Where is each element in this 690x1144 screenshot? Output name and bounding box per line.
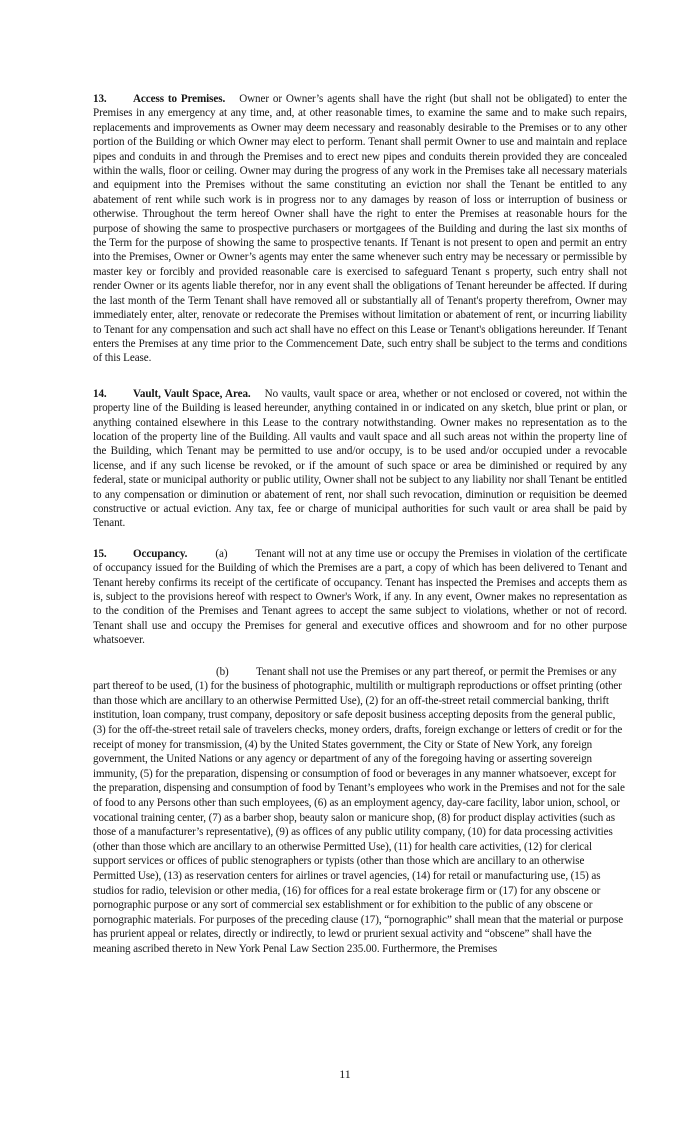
subsection-text-a: Tenant will not at any time use or occupy the Premises in violation of the certificate of occupancy issued for the Building of which the Premises are a part, a copy of which has been delivered to Tenant and Tenant hereby confirms its receipt of the certificate of occupancy. Tenant has inspected the Premises and accepts them as is, subject to the provisions hereof with respect to Owner's Work, if any. In any event, Owner makes no representation as to the condition of the Premises and Tenant agrees to accept the same subject to violations, whether or not of record. Tenant shall use and occupy the Premises for general and executive offices and showroom and for no other purpose whatsoever. [93,547,627,647]
page-number: 11 [339,1067,351,1081]
section-number: 14. [93,387,107,400]
subsection-label-a: (a) [215,547,228,560]
section-number: 13. [93,93,107,105]
document-body [93,92,627,957]
section-title: Vault, Vault Space, Area. [133,387,251,400]
section-title: Access to Premises. [133,93,226,105]
section-15-occupancy-b [93,665,627,957]
section-text: No vaults, vault space or area, whether or not enclosed or covered, not within the property line of the Building is leased hereunder, anything contained in or indicated on any sketch, blue print or plan, or anything contained elsewhere in this Lease to the contrary notwithstanding. Owner makes no representation as to the location of the property line of the Building. All vaults and vault space and all such areas not within the property line of the Building, which Tenant may be permitted to use and/or occupy, is to be used and/or occupied under a revocable license, and if any such license be revoked, or if the amount of such space or area be diminished or required by any federal, state or municipal authority or public utility, Owner shall not be subject to any liability nor shall Tenant be entitled to any compensation or diminution or abatement of rent, nor shall such revocation, diminution or requisition be deemed constructive or actual eviction. Any tax, fee or charge of municipal authorities for such vault or area shall be paid by Tenant. [93,387,628,530]
section-14-vault-space [93,387,627,531]
section-title: Occupancy. [133,547,188,560]
section-number: 15. [93,547,107,560]
section-15-occupancy-a [93,547,627,648]
subsection-text-b: Tenant shall not use the Premises or any part thereof, or permit the Premises or any part thereof to be used, (1) for the business of photographic, multilith or multigraph reproductions or offset printing (other than those which are ancillary to an otherwise Permitted Use), (2) for an off-the-street retail commercial banking, thrift institution, loan company, trust company, depository or safe deposit business accepting deposits from the general public, (3) for the off-the-street retail sale of travelers checks, money orders, drafts, foreign exchange or letters of credit or for the receipt of money for transmission, (4) by the United States government, the City or State of New York, any foreign government, the United Nations or any agency or department of any of the foregoing having or asserting sovereign immunity, (5) for the preparation, dispensing or consumption of food or beverages in any manner whatsoever, except for the preparation, dispensing and consumption of food by Tenant’s employees who work in the Premises and not for the sale of food to any Persons other than such employees, (6) as an employment agency, day-care facility, labor union, school, or vocational training center, (7) as a barber shop, beauty salon or manicure shop, (8) for product display activities (such as those of a manufacturer’s representative), (9) as offices of any public utility company, (10) for data processing activities (other than those which are ancillary to an otherwise Permitted Use), (11) for health care activities, (12) for clerical support services or offices of public stenographers or typists (other than those which are ancillary to an otherwise Permitted Use), (13) as reservation centers for airlines or travel agencies, (14) for retail or manufacturing use, (15) as studios for radio, television or other media, (16) for offices for a real estate brokerage firm or (17) for any obscene or pornographic purpose or any sort of commercial sex establishment or for exhibition to the public of any obscene or pornographic materials. For purposes of the preceding clause (17), “pornographic” shall mean that the material or purpose has prurient appeal or relates, directly or indirectly, to lewd or prurient sexual activity and “obscene” shall have the meaning ascribed thereto in New York Penal Law Section 235.00. Furthermore, the Premises [93,665,625,955]
subsection-label-b: (b) [216,665,229,678]
section-text: Owner or Owner’s agents shall have the right (but shall not be obligated) to enter the Premises in any emergency at any time, and, at other reasonable times, to examine the same and to make such repairs, replacements and improvements as Owner may deem necessary and reasonably desirable to the Premises or to any other portion of the Building or which Owner may elect to perform. Tenant shall permit Owner to use and maintain and replace pipes and conduits in and through the Premises and to erect new pipes and conduits therein provided they are concealed within the walls, floor or ceiling. Owner may during the progress of any work in the Premises take all necessary materials and equipment into the Premises without the same constituting an eviction nor shall the Tenant be entitled to any abatement of rent while such work is in progress nor to any damages by reason of loss or interruption of business or otherwise. Throughout the term hereof Owner shall have the right to enter the Premises at reasonable hours for the purpose of showing the same to prospective purchasers or mortgagees of the Building and during the last six months of the Term for the purpose of showing the same to prospective tenants. If Tenant is not present to open and permit an entry into the Premises, Owner or Owner’s agents may enter the same whenever such entry may be necessary or permissible by master key or forcibly and provided reasonable care is exercised to safeguard Tenant s property, such entry shall not render Owner or its agents liable therefor, nor in any event shall the obligations of Tenant hereunder be affected. If during the last month of the Term Tenant shall have removed all or substantially all of Tenant's property therefrom, Owner may immediately enter, alter, renovate or redecorate the Premises without limitation or abatement of rent, or incurring liability to Tenant for any compensation and such act shall have no effect on this Lease or Tenant's obligations hereunder. If Tenant enters the Premises at any time prior to the Commencement Date, such entry shall be subject to the terms and conditions of this Lease. [93,93,627,365]
section-13-access-to-premises [93,92,627,366]
